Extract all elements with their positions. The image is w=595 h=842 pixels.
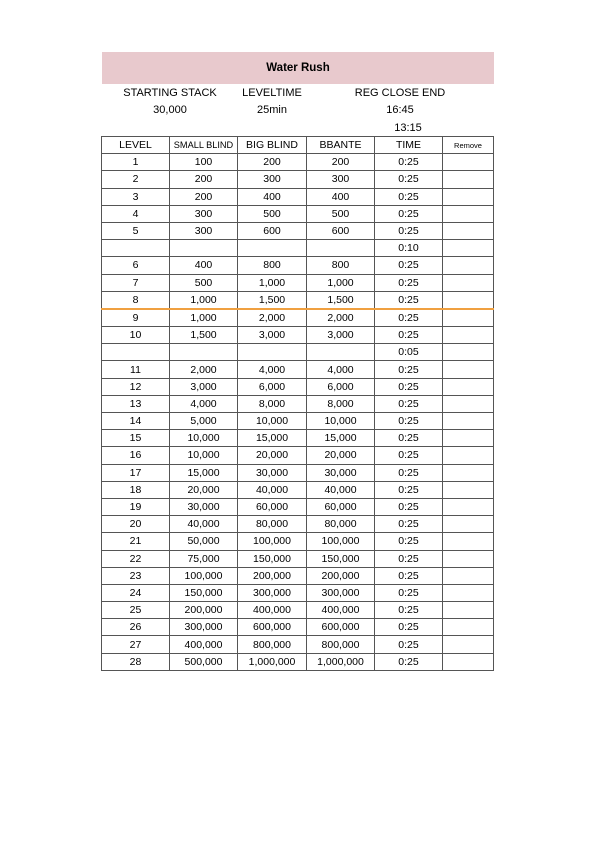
small-blind-cell: 100,000 <box>170 567 238 584</box>
bbante-cell: 600 <box>307 222 375 239</box>
table-row <box>102 481 494 498</box>
table-row <box>102 344 494 361</box>
table-row <box>102 533 494 550</box>
big-blind-cell: 30,000 <box>238 464 307 481</box>
level-cell: 4 <box>102 205 170 222</box>
remove-cell[interactable] <box>443 533 494 550</box>
time-cell: 0:25 <box>375 222 443 239</box>
bbante-cell: 1,000 <box>307 274 375 291</box>
bbante-cell: 3,000 <box>307 327 375 344</box>
level-cell <box>102 344 170 361</box>
remove-cell[interactable] <box>443 584 494 601</box>
starting-stack-value: 30,000 <box>153 104 187 116</box>
level-cell: 6 <box>102 257 170 274</box>
time-cell: 0:25 <box>375 619 443 636</box>
bbante-cell: 500 <box>307 205 375 222</box>
column-header-small-blind: SMALL BLIND <box>170 137 238 154</box>
level-cell: 11 <box>102 361 170 378</box>
bbante-cell: 300 <box>307 171 375 188</box>
bbante-cell <box>307 240 375 257</box>
time-cell: 0:25 <box>375 533 443 550</box>
small-blind-cell: 400 <box>170 257 238 274</box>
big-blind-cell: 200,000 <box>238 567 307 584</box>
table-row <box>102 395 494 412</box>
small-blind-cell: 2,000 <box>170 361 238 378</box>
bbante-cell: 800 <box>307 257 375 274</box>
time-cell: 0:25 <box>375 395 443 412</box>
bbante-cell: 30,000 <box>307 464 375 481</box>
level-cell: 20 <box>102 516 170 533</box>
column-header-bbante: BBANTE <box>307 137 375 154</box>
end-time-value: 13:15 <box>394 122 422 134</box>
remove-cell[interactable] <box>443 188 494 205</box>
small-blind-cell: 200,000 <box>170 602 238 619</box>
time-cell: 0:25 <box>375 602 443 619</box>
time-cell: 0:25 <box>375 584 443 601</box>
level-cell: 23 <box>102 567 170 584</box>
level-cell: 15 <box>102 430 170 447</box>
time-cell: 0:05 <box>375 344 443 361</box>
bbante-cell: 800,000 <box>307 636 375 653</box>
big-blind-cell: 800 <box>238 257 307 274</box>
level-cell: 21 <box>102 533 170 550</box>
column-header-big-blind: BIG BLIND <box>238 137 307 154</box>
time-cell: 0:25 <box>375 447 443 464</box>
level-cell: 27 <box>102 636 170 653</box>
level-cell: 25 <box>102 602 170 619</box>
time-cell: 0:25 <box>375 274 443 291</box>
level-cell: 19 <box>102 498 170 515</box>
bbante-cell: 15,000 <box>307 430 375 447</box>
level-cell: 1 <box>102 154 170 171</box>
table-row <box>102 653 494 670</box>
level-cell: 9 <box>102 309 170 327</box>
remove-cell[interactable] <box>443 291 494 309</box>
level-cell: 3 <box>102 188 170 205</box>
small-blind-cell: 400,000 <box>170 636 238 653</box>
level-cell: 16 <box>102 447 170 464</box>
remove-cell[interactable] <box>443 498 494 515</box>
bbante-cell: 80,000 <box>307 516 375 533</box>
remove-cell[interactable] <box>443 240 494 257</box>
level-cell: 22 <box>102 550 170 567</box>
time-cell: 0:25 <box>375 413 443 430</box>
remove-cell[interactable] <box>443 154 494 171</box>
big-blind-cell: 4,000 <box>238 361 307 378</box>
level-cell: 8 <box>102 291 170 309</box>
leveltime-value: 25min <box>257 104 287 116</box>
time-cell: 0:25 <box>375 154 443 171</box>
remove-cell[interactable] <box>443 464 494 481</box>
reg-close-label: REG CLOSE END <box>354 87 446 99</box>
table-row <box>102 584 494 601</box>
small-blind-cell <box>170 344 238 361</box>
small-blind-cell: 200 <box>170 171 238 188</box>
table-row <box>102 274 494 291</box>
big-blind-cell: 60,000 <box>238 498 307 515</box>
table-row <box>102 240 494 257</box>
table-row <box>102 205 494 222</box>
time-cell: 0:25 <box>375 550 443 567</box>
bbante-cell: 2,000 <box>307 309 375 327</box>
level-cell: 10 <box>102 327 170 344</box>
table-row <box>102 550 494 567</box>
starting-stack-label: STARTING STACK <box>123 87 217 99</box>
small-blind-cell: 1,000 <box>170 291 238 309</box>
big-blind-cell: 200 <box>238 154 307 171</box>
bbante-cell: 400 <box>307 188 375 205</box>
leveltime-label: LEVELTIME <box>242 87 302 99</box>
remove-cell[interactable] <box>443 344 494 361</box>
bbante-cell: 1,500 <box>307 291 375 309</box>
small-blind-cell: 500,000 <box>170 653 238 670</box>
level-cell: 12 <box>102 378 170 395</box>
time-cell: 0:25 <box>375 327 443 344</box>
table-row <box>102 361 494 378</box>
small-blind-cell: 100 <box>170 154 238 171</box>
big-blind-cell: 400,000 <box>238 602 307 619</box>
level-cell: 17 <box>102 464 170 481</box>
table-row <box>102 498 494 515</box>
table-row <box>102 309 494 327</box>
table-row <box>102 378 494 395</box>
small-blind-cell: 10,000 <box>170 447 238 464</box>
big-blind-cell: 600 <box>238 222 307 239</box>
small-blind-cell: 75,000 <box>170 550 238 567</box>
small-blind-cell: 300 <box>170 205 238 222</box>
big-blind-cell <box>238 344 307 361</box>
time-cell: 0:25 <box>375 464 443 481</box>
small-blind-cell: 15,000 <box>170 464 238 481</box>
big-blind-cell: 15,000 <box>238 430 307 447</box>
remove-cell[interactable] <box>443 653 494 670</box>
level-cell: 5 <box>102 222 170 239</box>
bbante-cell: 40,000 <box>307 481 375 498</box>
big-blind-cell: 400 <box>238 188 307 205</box>
time-cell: 0:25 <box>375 636 443 653</box>
remove-cell[interactable] <box>443 171 494 188</box>
table-body <box>102 154 494 671</box>
table-row <box>102 188 494 205</box>
remove-cell[interactable] <box>443 309 494 327</box>
table-row <box>102 447 494 464</box>
bbante-cell: 200,000 <box>307 567 375 584</box>
time-cell: 0:25 <box>375 567 443 584</box>
tournament-title <box>102 52 494 84</box>
remove-cell[interactable] <box>443 636 494 653</box>
table-row <box>102 567 494 584</box>
small-blind-cell: 1,500 <box>170 327 238 344</box>
small-blind-cell: 30,000 <box>170 498 238 515</box>
remove-cell[interactable] <box>443 378 494 395</box>
small-blind-cell <box>170 240 238 257</box>
bbante-cell: 400,000 <box>307 602 375 619</box>
small-blind-cell: 20,000 <box>170 481 238 498</box>
remove-cell[interactable] <box>443 222 494 239</box>
remove-cell[interactable] <box>443 205 494 222</box>
big-blind-cell: 1,000,000 <box>238 653 307 670</box>
time-cell: 0:25 <box>375 205 443 222</box>
small-blind-cell: 40,000 <box>170 516 238 533</box>
reg-close-value: 16:45 <box>386 104 414 116</box>
small-blind-cell: 300 <box>170 222 238 239</box>
time-cell: 0:10 <box>375 240 443 257</box>
small-blind-cell: 3,000 <box>170 378 238 395</box>
big-blind-cell: 8,000 <box>238 395 307 412</box>
bbante-cell: 20,000 <box>307 447 375 464</box>
remove-cell[interactable] <box>443 619 494 636</box>
small-blind-cell: 5,000 <box>170 413 238 430</box>
level-cell: 13 <box>102 395 170 412</box>
big-blind-cell: 150,000 <box>238 550 307 567</box>
level-cell: 7 <box>102 274 170 291</box>
bbante-cell: 150,000 <box>307 550 375 567</box>
remove-cell[interactable] <box>443 413 494 430</box>
remove-cell[interactable] <box>443 567 494 584</box>
table-header-row <box>102 137 494 154</box>
column-header-time: TIME <box>375 137 443 154</box>
tournament-title-text: Water Rush <box>266 62 330 74</box>
big-blind-cell: 300 <box>238 171 307 188</box>
remove-cell[interactable] <box>443 395 494 412</box>
level-cell: 2 <box>102 171 170 188</box>
big-blind-cell: 800,000 <box>238 636 307 653</box>
table-row <box>102 516 494 533</box>
big-blind-cell: 1,000 <box>238 274 307 291</box>
remove-cell[interactable] <box>443 481 494 498</box>
big-blind-cell: 40,000 <box>238 481 307 498</box>
big-blind-cell: 3,000 <box>238 327 307 344</box>
time-cell: 0:25 <box>375 516 443 533</box>
time-cell: 0:25 <box>375 430 443 447</box>
blind-structure-table <box>101 136 494 671</box>
big-blind-cell: 500 <box>238 205 307 222</box>
table-row <box>102 636 494 653</box>
remove-button[interactable]: Remove <box>443 137 494 154</box>
table-row <box>102 413 494 430</box>
bbante-cell: 200 <box>307 154 375 171</box>
small-blind-cell: 500 <box>170 274 238 291</box>
level-cell <box>102 240 170 257</box>
column-header-level: LEVEL <box>102 137 170 154</box>
remove-cell[interactable] <box>443 430 494 447</box>
big-blind-cell: 20,000 <box>238 447 307 464</box>
level-cell: 14 <box>102 413 170 430</box>
bbante-cell: 300,000 <box>307 584 375 601</box>
small-blind-cell: 300,000 <box>170 619 238 636</box>
level-cell: 28 <box>102 653 170 670</box>
table-row <box>102 602 494 619</box>
bbante-cell: 600,000 <box>307 619 375 636</box>
time-cell: 0:25 <box>375 188 443 205</box>
bbante-cell: 60,000 <box>307 498 375 515</box>
table-row <box>102 222 494 239</box>
time-cell: 0:25 <box>375 361 443 378</box>
table-row <box>102 171 494 188</box>
small-blind-cell: 1,000 <box>170 309 238 327</box>
time-cell: 0:25 <box>375 257 443 274</box>
table-row <box>102 464 494 481</box>
remove-cell[interactable] <box>443 257 494 274</box>
level-cell: 26 <box>102 619 170 636</box>
remove-cell[interactable] <box>443 602 494 619</box>
time-cell: 0:25 <box>375 498 443 515</box>
time-cell: 0:25 <box>375 171 443 188</box>
remove-cell[interactable] <box>443 447 494 464</box>
table-row <box>102 619 494 636</box>
bbante-cell: 6,000 <box>307 378 375 395</box>
big-blind-cell: 10,000 <box>238 413 307 430</box>
big-blind-cell: 2,000 <box>238 309 307 327</box>
table-row <box>102 327 494 344</box>
bbante-cell: 1,000,000 <box>307 653 375 670</box>
time-cell: 0:25 <box>375 309 443 327</box>
bbante-cell <box>307 344 375 361</box>
big-blind-cell: 300,000 <box>238 584 307 601</box>
big-blind-cell: 80,000 <box>238 516 307 533</box>
small-blind-cell: 150,000 <box>170 584 238 601</box>
remove-cell[interactable] <box>443 361 494 378</box>
bbante-cell: 10,000 <box>307 413 375 430</box>
remove-cell[interactable] <box>443 327 494 344</box>
remove-cell[interactable] <box>443 550 494 567</box>
time-cell: 0:25 <box>375 481 443 498</box>
small-blind-cell: 50,000 <box>170 533 238 550</box>
table-row <box>102 154 494 171</box>
time-cell: 0:25 <box>375 291 443 309</box>
big-blind-cell: 6,000 <box>238 378 307 395</box>
table-row <box>102 257 494 274</box>
big-blind-cell: 100,000 <box>238 533 307 550</box>
level-cell: 24 <box>102 584 170 601</box>
table-row <box>102 291 494 309</box>
bbante-cell: 4,000 <box>307 361 375 378</box>
big-blind-cell <box>238 240 307 257</box>
remove-cell[interactable] <box>443 274 494 291</box>
time-cell: 0:25 <box>375 378 443 395</box>
big-blind-cell: 600,000 <box>238 619 307 636</box>
bbante-cell: 8,000 <box>307 395 375 412</box>
level-cell: 18 <box>102 481 170 498</box>
remove-cell[interactable] <box>443 516 494 533</box>
small-blind-cell: 200 <box>170 188 238 205</box>
big-blind-cell: 1,500 <box>238 291 307 309</box>
table-row <box>102 430 494 447</box>
bbante-cell: 100,000 <box>307 533 375 550</box>
small-blind-cell: 10,000 <box>170 430 238 447</box>
time-cell: 0:25 <box>375 653 443 670</box>
small-blind-cell: 4,000 <box>170 395 238 412</box>
